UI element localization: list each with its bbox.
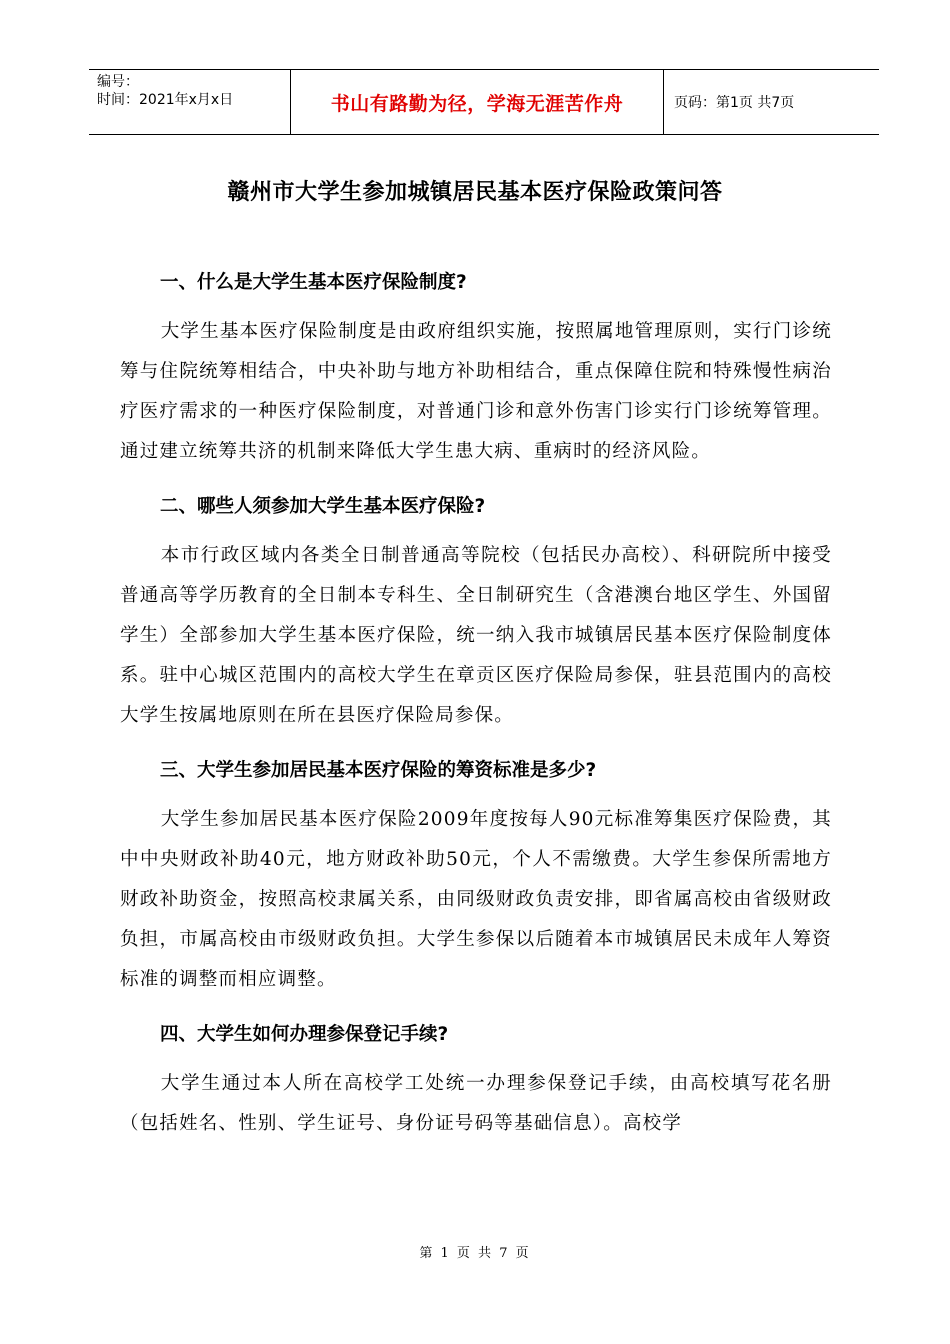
motto-text: 书山有路勤为径，学海无涯苦作舟 (330, 92, 624, 115)
header-motto-cell (291, 70, 664, 134)
question-heading: 一、什么是大学生基本医疗保险制度? (160, 272, 467, 293)
header-meta-cell (89, 70, 291, 134)
answer-paragraph: 大学生参加居民基本医疗保险2009年度按每人90元标准筹集医疗保险费，其中中央财政补助40元，地方财政补助50元，个人不需缴费。大学生参保所需地方财政补助资金，按照高校隶属关系，由同级财政负责安排，即省属高校由省级财政负担，市属高校由市级财政负担。大学生参保以后随着本市城镇居民未成年人筹资标准的调整而相应调整。 (120, 809, 832, 990)
page-footer: 第 1 页 共 7 页 (419, 1246, 531, 1261)
answer-paragraph: 大学生通过本人所在高校学工处统一办理参保登记手续，由高校填写花名册（包括姓名、性别、学生证号、身份证号码等基础信息）。高校学 (120, 1073, 832, 1134)
header-page-cell (664, 70, 879, 134)
answer-paragraph: 大学生基本医疗保险制度是由政府组织实施，按照属地管理原则，实行门诊统筹与住院统筹相结合，中央补助与地方补助相结合，重点保障住院和特殊慢性病治疗医疗需求的一种医疗保险制度，对普通门诊和意外伤害门诊实行门诊统筹管理。通过建立统筹共济的机制来降低大学生患大病、重病时的经济风险。 (120, 321, 832, 462)
document-title: 赣州市大学生参加城镇居民基本医疗保险政策问答 (227, 180, 723, 205)
document-number: 编号： (97, 74, 139, 90)
document-header (89, 69, 879, 135)
document-body (120, 266, 832, 1144)
question-heading: 四、大学生如何办理参保登记手续? (160, 1024, 449, 1045)
question-heading: 三、大学生参加居民基本医疗保险的筹资标准是多少? (160, 760, 597, 781)
question-heading: 二、哪些人须参加大学生基本医疗保险? (160, 496, 486, 517)
answer-paragraph: 本市行政区域内各类全日制普通高等院校（包括民办高校）、科研院所中接受普通高等学历教育的全日制本专科生、全日制研究生（含港澳台地区学生、外国留学生）全部参加大学生基本医疗保险，统一纳入我市城镇居民基本医疗保险制度体系。驻中心城区范围内的高校大学生在章贡区医疗保险局参保，驻县范围内的高校大学生按属地原则在所在县医疗保险局参保。 (120, 545, 832, 726)
document-time: 时间：2021年x月x日 (97, 92, 234, 108)
page-info: 页码：第1页 共7页 (674, 95, 795, 111)
